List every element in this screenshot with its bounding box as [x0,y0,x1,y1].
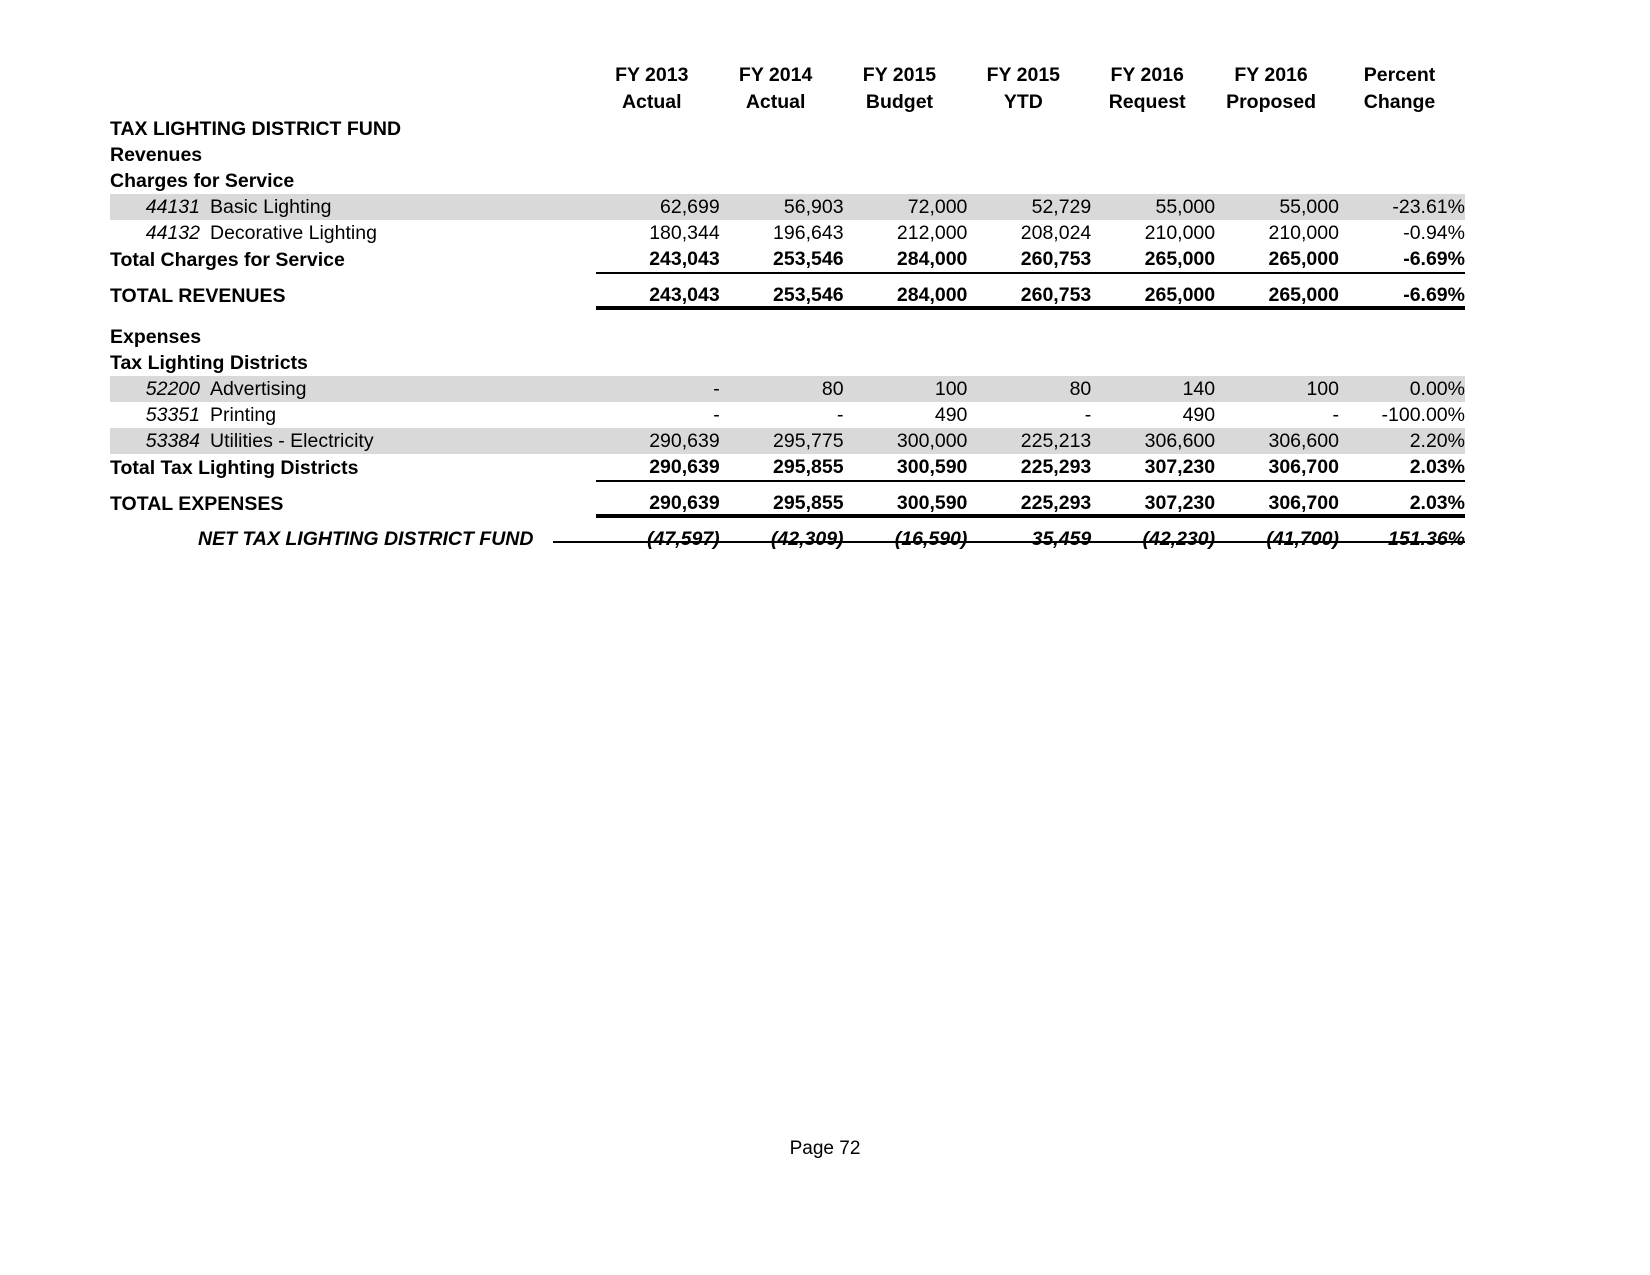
account-code: 44131 [145,196,200,218]
cell-fy2015-budget: 300,590 [844,454,968,481]
line-item-label [110,402,596,428]
cell-fy2013-actual: 180,344 [649,222,720,244]
fund-title: TAX LIGHTING DISTRICT FUND [110,118,402,140]
account-code: 52200 [145,378,200,400]
cell-fy2015-ytd: 260,753 [967,246,1091,273]
cell-fy2014-actual: - [837,404,844,426]
cell-fy2016-proposed: - [1332,404,1339,426]
cell-fy2013-actual: 290,639 [596,428,720,454]
cell-fy2016-request: 210,000 [1144,222,1216,244]
cell-fy2015-ytd: 208,024 [1020,222,1092,244]
total-label: TOTAL REVENUES [110,285,286,307]
cell-percent-change: 2.20% [1339,428,1465,454]
header-fy2016-request-top: FY 2016 [1110,64,1184,86]
header-fy2013-actual-top: FY 2013 [615,64,689,86]
cell-fy2014-actual: 253,546 [720,246,844,273]
budget-table [110,62,1465,552]
net-fund-label: NET TAX LIGHTING DISTRICT FUND [198,528,534,550]
cell-fy2014-actual: 295,775 [720,428,844,454]
cell-fy2016-request: 306,600 [1091,428,1215,454]
cell-fy2016-proposed: 55,000 [1215,194,1339,220]
spacer-cell [110,273,1465,282]
districts-heading-row [110,350,1465,376]
cell-fy2016-proposed: 265,000 [1215,246,1339,273]
cell-percent-change: -23.61% [1339,194,1465,220]
cell-fy2015-ytd: 52,729 [967,194,1091,220]
cell-fy2015-budget: 100 [844,376,968,402]
cell-fy2015-budget: 212,000 [896,222,968,244]
account-code: 53351 [145,404,200,426]
expenses-heading: Expenses [110,326,202,348]
header-fy2014-actual-top: FY 2014 [738,64,813,86]
cell-fy2013-actual: 243,043 [596,246,720,273]
cell-fy2016-proposed: (41,700) [1266,528,1339,550]
table-row [110,428,1465,454]
cell-fy2016-proposed: 306,700 [1215,490,1339,517]
cell-fy2015-ytd: 225,293 [967,454,1091,481]
cell-fy2015-ytd: 260,753 [967,282,1091,309]
fund-title-row [110,116,1465,142]
net-fund-row [110,526,1465,552]
header-percent-change-bottom: Change [1363,91,1436,113]
cell-fy2015-budget: 490 [934,404,968,426]
cell-fy2015-ytd: 225,293 [967,490,1091,517]
cell-fy2014-actual: (42,309) [770,528,844,550]
table-row [110,194,1465,220]
cell-percent-change: 0.00% [1339,376,1465,402]
line-item-label [110,428,596,454]
cell-fy2015-budget: (16,590) [894,528,968,550]
line-item-label [110,220,596,246]
charges-heading-row [110,168,1465,194]
account-code: 53384 [145,430,200,452]
subtotal-row-districts [110,454,1465,481]
header-fy2013-actual-bottom: Actual [621,91,682,113]
cell-fy2013-actual: - [596,376,720,402]
cell-fy2015-budget: 72,000 [844,194,968,220]
expenses-heading-row [110,324,1465,350]
header-fy2014-actual-bottom: Actual [745,91,806,113]
cell-fy2014-actual: 295,855 [720,490,844,517]
spacer-row [110,273,1465,282]
account-name: Utilities - Electricity [210,430,374,452]
header-fy2015-ytd-bottom: YTD [1003,91,1043,113]
total-revenues-row [110,282,1465,309]
account-name: Printing [210,404,277,426]
table-row [110,220,1465,246]
subtotal-label: Total Tax Lighting Districts [110,457,359,479]
cell-fy2014-actual: 253,546 [720,282,844,309]
subtotal-label: Total Charges for Service [110,249,345,271]
cell-percent-change: -0.94% [1403,222,1465,244]
cell-fy2013-actual: - [713,404,720,426]
header-fy2016-proposed-bottom: Proposed [1226,91,1317,113]
cell-fy2015-budget: 284,000 [844,282,968,309]
cell-fy2014-actual: 80 [720,376,844,402]
cell-percent-change: -100.00% [1381,404,1465,426]
cell-fy2014-actual: 56,903 [720,194,844,220]
account-code: 44132 [145,222,200,244]
header-blank-cell [110,62,596,89]
cell-fy2015-budget: 300,000 [844,428,968,454]
total-expenses-row [110,490,1465,517]
cell-fy2016-request: 307,230 [1091,454,1215,481]
cell-fy2013-actual: 62,699 [596,194,720,220]
table-row [110,402,1465,428]
fund-title-filler [596,116,1465,142]
cell-fy2016-request: 265,000 [1091,282,1215,309]
header-fy2015-budget-top: FY 2015 [862,64,937,86]
cell-fy2016-proposed: 306,700 [1215,454,1339,481]
net-fund-bottom-rule [553,541,1465,543]
revenues-heading-row [110,142,1465,168]
cell-fy2016-proposed: 306,600 [1215,428,1339,454]
cell-fy2016-request: 490 [1182,404,1216,426]
revenues-heading-filler [596,142,1465,168]
cell-fy2015-budget: 300,590 [844,490,968,517]
cell-fy2015-ytd: 80 [967,376,1091,402]
subtotal-row-charges [110,246,1465,273]
account-name: Decorative Lighting [210,222,377,244]
cell-fy2014-actual: 196,643 [773,222,844,244]
cell-percent-change: 2.03% [1339,454,1465,481]
total-label: TOTAL EXPENSES [110,493,284,515]
header-fy2015-ytd-top: FY 2015 [986,64,1061,86]
header-fy2016-proposed-top: FY 2016 [1234,64,1308,86]
cell-fy2013-actual: 290,639 [596,490,720,517]
spacer-cell [110,309,1465,324]
table-header-line1 [110,62,1465,89]
cell-fy2016-request: 140 [1091,376,1215,402]
cell-fy2016-request: 55,000 [1091,194,1215,220]
table-header-line2 [110,89,1465,116]
cell-fy2016-request: 307,230 [1091,490,1215,517]
account-name: Advertising [210,378,307,400]
expenses-heading-filler [596,324,1465,350]
cell-fy2016-proposed: 210,000 [1268,222,1339,244]
cell-percent-change: 151.36% [1388,528,1465,550]
cell-percent-change: -6.69% [1339,246,1465,273]
spacer-cell [110,481,1465,490]
cell-fy2016-proposed: 265,000 [1215,282,1339,309]
header-percent-change-top: Percent [1363,64,1436,86]
cell-fy2015-budget: 284,000 [844,246,968,273]
line-item-label [110,376,596,402]
charges-heading-filler [596,168,1465,194]
header-fy2016-request-bottom: Request [1108,91,1186,113]
districts-heading-filler [596,350,1465,376]
cell-fy2015-ytd: 225,213 [967,428,1091,454]
table-row [110,376,1465,402]
header-fy2015-budget-bottom: Budget [865,91,934,113]
page-footer: Page 72 [789,1138,861,1159]
cell-fy2013-actual: 290,639 [596,454,720,481]
line-item-label [110,194,596,220]
cell-fy2014-actual: 295,855 [720,454,844,481]
spacer-cell [110,517,1465,526]
cell-fy2015-ytd: - [1084,404,1092,426]
cell-fy2016-proposed: 100 [1215,376,1339,402]
cell-fy2015-ytd: 35,459 [1031,528,1092,550]
cell-percent-change: -6.69% [1339,282,1465,309]
cell-fy2013-actual: (47,597) [647,528,720,550]
cell-percent-change: 2.03% [1339,490,1465,517]
cell-fy2013-actual: 243,043 [596,282,720,309]
spacer-row [110,517,1465,526]
cell-fy2016-request: 265,000 [1091,246,1215,273]
spacer-row [110,309,1465,324]
cell-fy2016-request: (42,230) [1142,528,1216,550]
tax-lighting-districts-heading: Tax Lighting Districts [110,352,308,374]
revenues-heading: Revenues [110,144,203,166]
account-name: Basic Lighting [210,196,332,218]
header-blank-cell-2 [110,89,596,116]
spacer-row [110,481,1465,490]
charges-for-service-heading: Charges for Service [110,170,295,192]
